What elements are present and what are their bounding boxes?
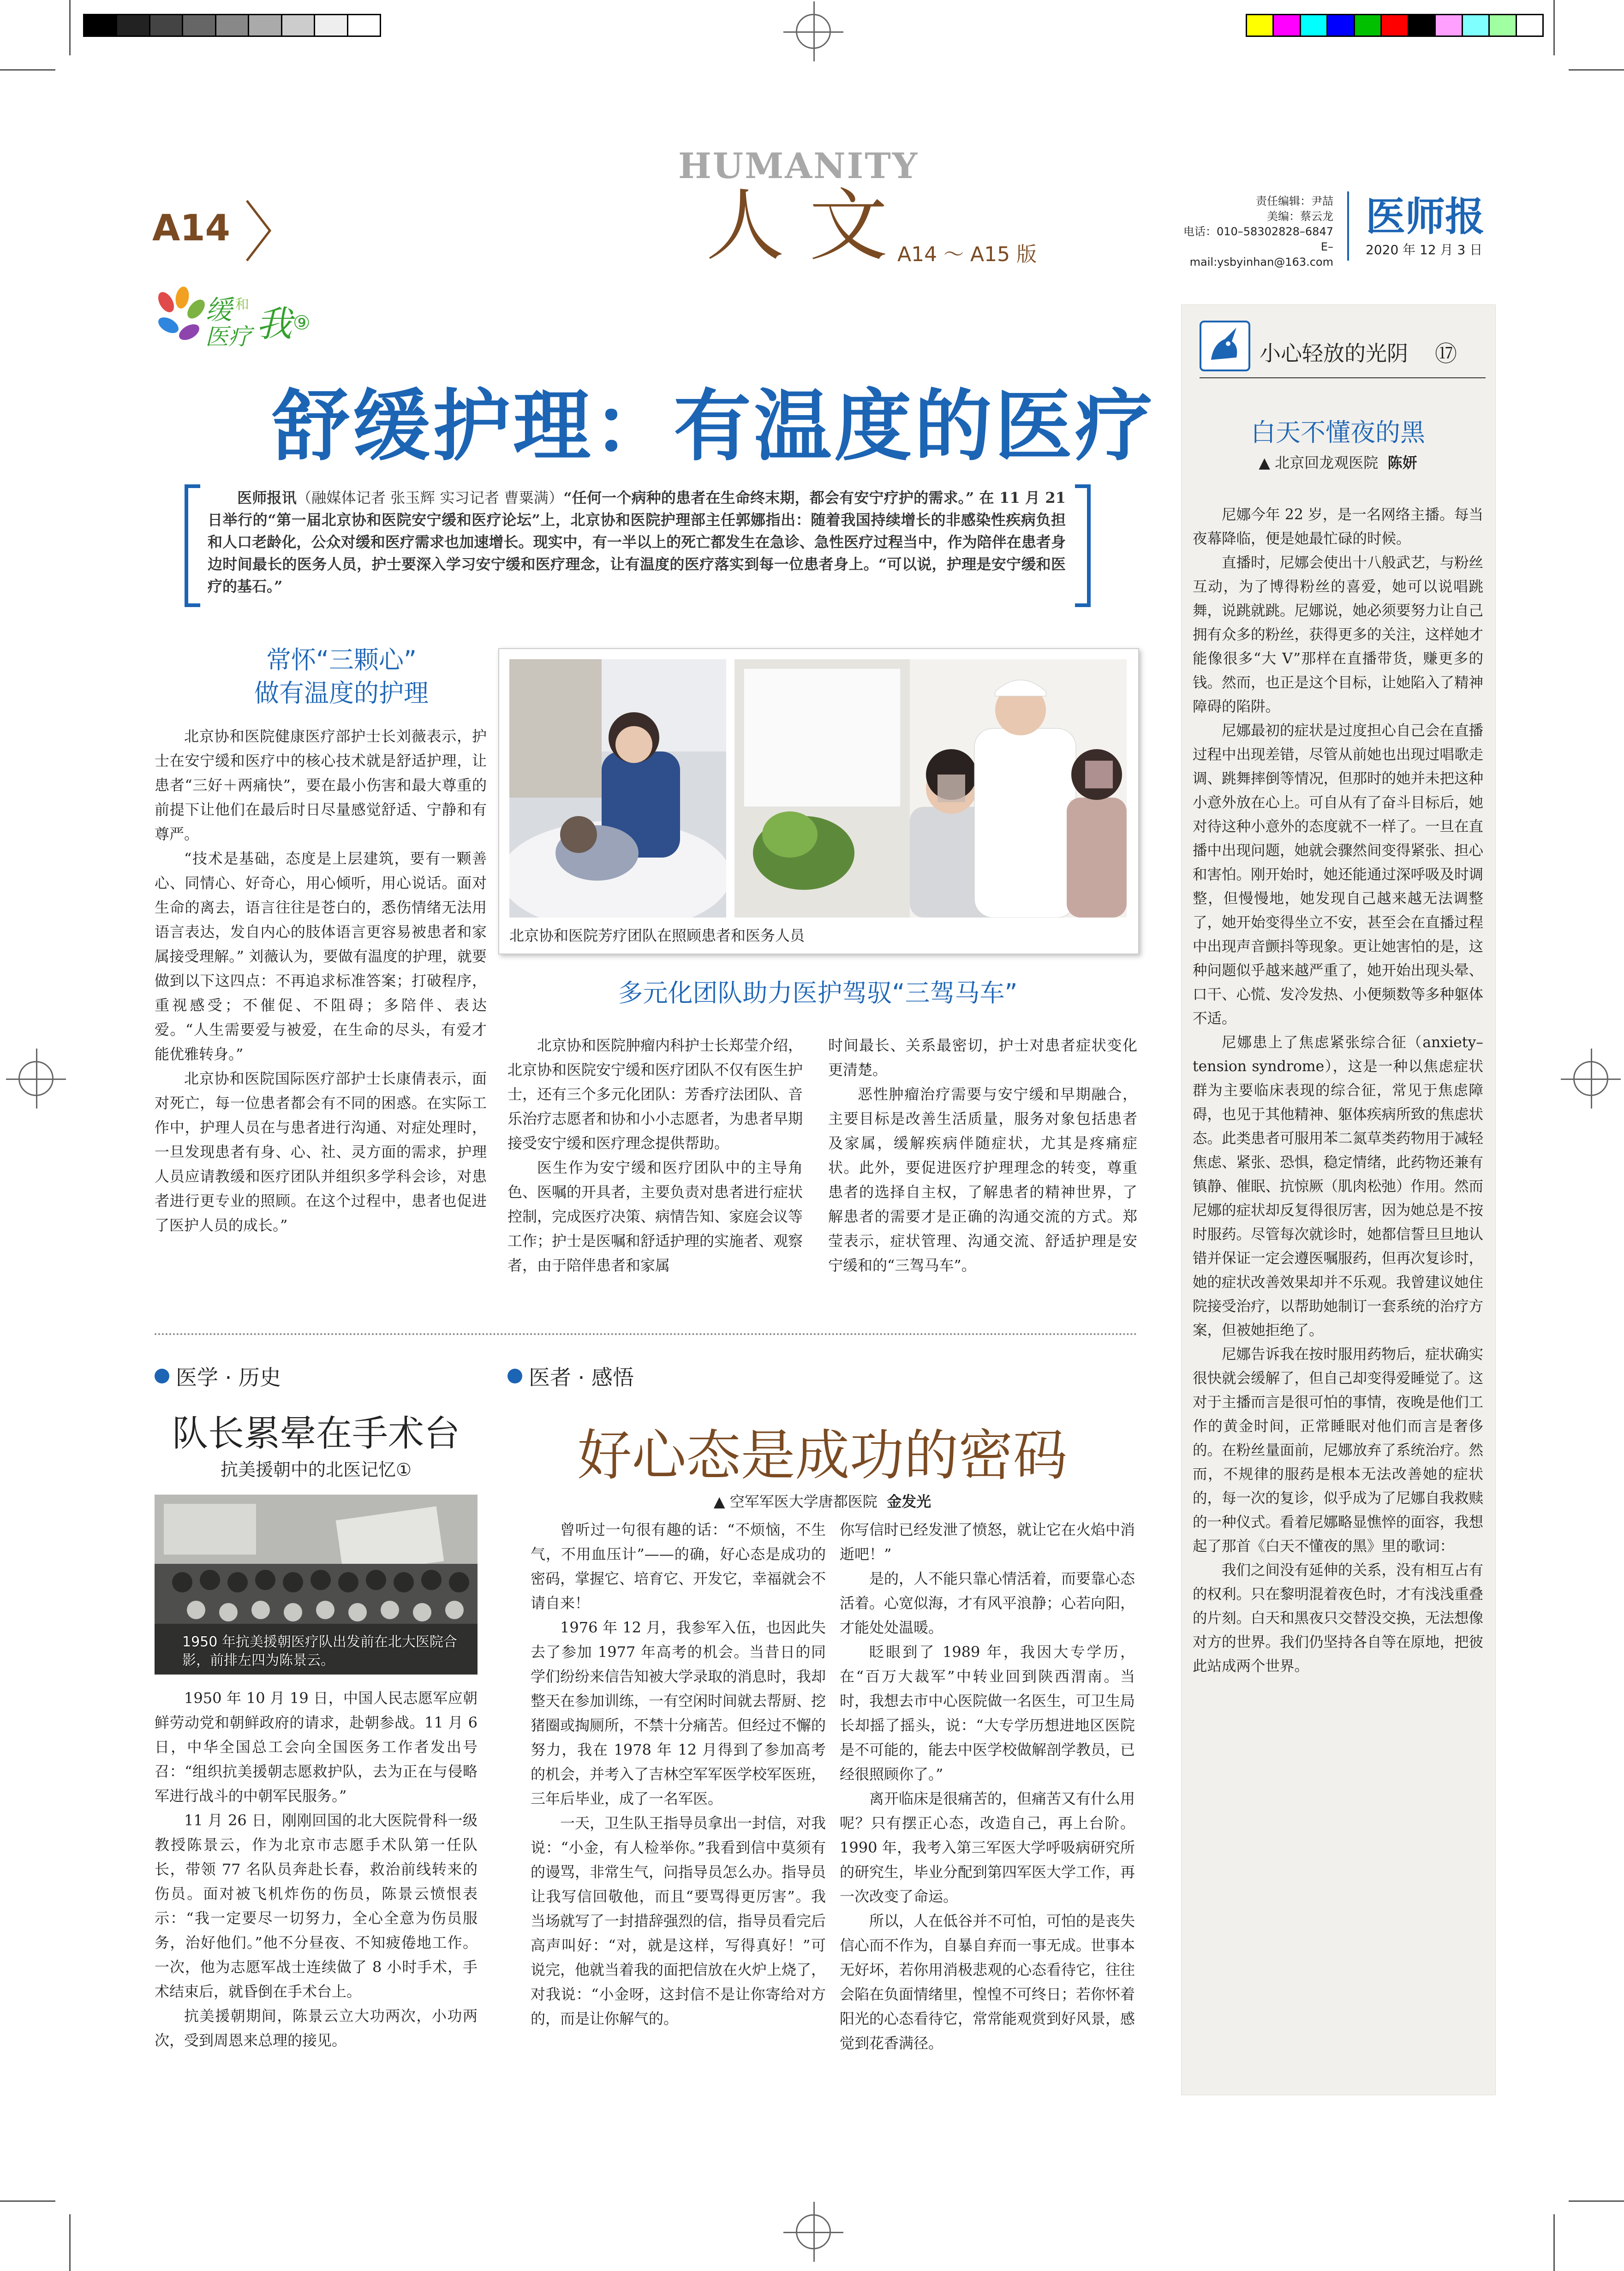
nursing-photo-frame bbox=[498, 648, 1139, 954]
publication-date: 2020 年 12 月 3 日 bbox=[1366, 242, 1483, 257]
reflection-column-1 bbox=[531, 1518, 826, 2031]
paragraph: “技术是基础，态度是上层建筑，要有一颗善心、同情心、好奇心，用心倾听，用心说话。面对生命的离去，语言往往是苍白的，悉伤情绪无法用语言表达，发自内心的肢体语言更容易被患者和家属接受理解。” 刘薇认为，要做有温度的护理，就要做到以下这四点：不再追求标准答案；打破程序，重视感受；不催促、不阻碍；多陪伴、表达爱。“人生需要爱与被爱，在生命的尽头，有爱才能优雅转身。” bbox=[155, 850, 487, 1063]
crop-mark bbox=[1569, 2200, 1624, 2202]
reflection-byline-author: 金发光 bbox=[887, 1493, 931, 1510]
history-title: 队长累晕在手术台 bbox=[172, 1413, 460, 1454]
sidebar-series-number: ⑰ bbox=[1435, 341, 1457, 367]
registration-mark-left bbox=[18, 1061, 54, 1096]
history-subtitle: 抗美援朝中的北医记忆① bbox=[220, 1460, 412, 1480]
editor-credit: 责任编辑：尹喆 bbox=[1256, 195, 1333, 208]
crop-mark bbox=[0, 69, 55, 71]
series-logo bbox=[152, 286, 346, 355]
masthead-divider bbox=[1347, 191, 1349, 261]
paragraph: 抗美援朝期间，陈景云立大功两次，小功两次，受到周恩来总理的接见。 bbox=[155, 2007, 478, 2049]
paragraph: 眨眼到了 1989 年，我因大专学历，在“百万大裁军”中转业回到陕西渭南。当时，我想去市中心医院做一名医生，可卫生局长却摇了摇头，说：“大专学历想进地区医院是不可能的，能去中医学校做解剖学教员，已经很照顾你了。” bbox=[840, 1643, 1135, 1783]
paragraph: 北京协和医院健康医疗部护士长刘薇表示，护士在安宁缓和医疗中的核心技术就是舒适护理，让患者“三好＋两痛快”，要在最小伤害和最大尊重的前提下让他们在最后时日尽量感觉舒适、宁静和有尊严。 bbox=[155, 727, 487, 843]
paragraph: 我们之间没有延伸的关系，没有相互占有的权利。只在黎明混着夜色时，才有浅浅重叠的片刻。白天和黑夜只交替没交换，无法想像对方的世界。我们仍坚持各自等在原地，把彼此站成两个世界。 bbox=[1193, 1562, 1484, 1675]
lead-bracket-left bbox=[185, 484, 200, 607]
reflection-title: 好心态是成功的密码 bbox=[577, 1424, 1068, 1487]
art-credit: 美编：蔡云龙 bbox=[1267, 210, 1333, 223]
reflection-section-label: 医者 · 感悟 bbox=[529, 1365, 634, 1390]
sidebar-byline-org: ▲ 北京回龙观医院 bbox=[1259, 454, 1379, 471]
paragraph: 恶性肿瘤治疗需要与安宁缓和早期融合，主要目标是改善生活质量，服务对象包括患者及家属，缓解疾病伴随症状，尤其是疼痛症状。此外，要促进医疗护理理念的转变，尊重患者的选择自主权，了解患者的精神世界，了解患者的需要才是正确的沟通交流的方式。郑莹表示，症状管理、沟通交流、舒适护理是安宁缓和的“三驾马车”。 bbox=[828, 1085, 1137, 1274]
registration-mark-bottom bbox=[796, 2214, 831, 2249]
color-swatch bbox=[1436, 15, 1463, 36]
email-credit: E–mail:ysbyinhan@163.com bbox=[1189, 240, 1333, 268]
paragraph: 11 月 26 日，刚刚回国的北大医院骨科一级教授陈景云，作为北京市志愿手术队第一任队长，带领 77 名队员奔赴长春，救治前线转来的伤员。面对被飞机炸伤的伤员，陈景云愤恨表示：“我一定要尽一切努力，全心全意为伤员服务，治好他们。”他不分昼夜、不知疲倦地工作。一次，他为志愿军战士连续做了 8 小时手术，手术结束后，就昏倒在手术台上。 bbox=[155, 1812, 478, 2000]
crop-mark bbox=[69, 0, 71, 55]
sidebar-series-underline bbox=[1200, 377, 1486, 378]
paragraph: 时间最长、关系最密切，护士对患者症状变化更清楚。 bbox=[828, 1037, 1137, 1079]
color-swatch bbox=[1328, 15, 1355, 36]
lead-paragraph bbox=[208, 487, 1066, 597]
subheading-three-hearts bbox=[194, 644, 489, 710]
nursing-photo-caption: 北京协和医院芳疗团队在照顾患者和医务人员 bbox=[509, 927, 805, 944]
subheading-multi-team: 多元化团队助力医护驾驭“三驾马车” bbox=[618, 978, 1018, 1007]
photo-aromatherapy-team bbox=[734, 659, 1127, 918]
grayscale-registration-bar bbox=[83, 14, 381, 37]
section-chinese-title: 人 文 bbox=[706, 180, 888, 272]
paragraph: 尼娜最初的症状是过度担心自己会在直播过程中出现差错，尽管从前她也出现过唱歌走调、跳舞摔倒等情况，但那时的她并未把这种小意外放在心上。可自从有了奋斗目标后，她对待这种小意外的态度就不一样了。一旦在直播中出现问题，她就会骤然间变得紧张、担心和害怕。刚开始时，她还能通过深呼吸及时调整，但慢慢地，她发现自己越来越无法调整了，她开始变得坐立不安，甚至会在直播过程中出现声音颤抖等现象。更让她害怕的是，这种问题似乎越来越严重了，她开始出现头晕、口干、心慌、发冷发热、小便频数等多种躯体不适。 bbox=[1193, 722, 1484, 1027]
series-number: ⑨ bbox=[293, 311, 310, 334]
main-article-column-3 bbox=[828, 1033, 1137, 1278]
history-section-head bbox=[155, 1361, 281, 1391]
history-photo-caption: 1950 年抗美援朝医疗队出发前在北大医院合影，前排左四为陈景云。 bbox=[182, 1634, 457, 1669]
subheading-three-hearts-line1: 常怀“三颗心” bbox=[266, 645, 417, 674]
series-logo-text-4: 我 bbox=[256, 304, 293, 345]
paragraph: 医生作为安宁缓和医疗团队中的主导角色、医嘱的开具者，主要负责对患者进行症状控制，完成医疗决策、病情告知、家庭会议等工作；护士是医嘱和舒适护理的实施者、观察者，由于陪伴患者和家属 bbox=[508, 1159, 803, 1274]
history-section-label: 医学 · 历史 bbox=[176, 1365, 281, 1390]
sidebar-series-label: 小心轻放的光阴 bbox=[1260, 341, 1408, 366]
registration-mark-top bbox=[796, 14, 831, 49]
lead-reporters: （融媒体记者 张玉辉 实习记者 曹粟满） bbox=[296, 489, 564, 507]
crop-mark bbox=[1569, 69, 1624, 71]
unicorn-icon bbox=[1200, 321, 1250, 371]
lead-text: “任何一个病种的患者在生命终末期，都会有安宁疗护的需求。” 在 11 月 21 日举行的“第一届北京协和医院安宁缓和医疗论坛”上，北京协和医院护理部主任郭娜指出：随着我国持续增长的非感染性疾病负担和人口老龄化，公众对缓和医疗需求也加速增长。现实中，有一半以上的死亡都发生在急诊、急性医疗过程当中，作为陪伴在患者身边时间最长的医务人员，护士要深入学习安宁缓和医疗理念，让有温度的医疗落实到每一位患者身上。“可以说，护理是安宁缓和医疗的基石。” bbox=[208, 489, 1066, 595]
sidebar-byline bbox=[1181, 451, 1495, 472]
color-swatch bbox=[1247, 15, 1274, 36]
paragraph: 尼娜今年 22 岁，是一名网络主播。每当夜幕降临，便是她最忙碌的时候。 bbox=[1193, 507, 1483, 547]
reflection-byline-org: ▲ 空军军医大学唐都医院 bbox=[713, 1493, 878, 1510]
lead-bracket-right bbox=[1075, 484, 1091, 607]
main-article-column-1 bbox=[155, 724, 487, 1238]
subheading-three-hearts-line2: 做有温度的护理 bbox=[254, 679, 429, 708]
paragraph: 直播时，尼娜会使出十八般武艺，与粉丝互动，为了博得粉丝的喜爱，她可以说唱跳舞，说跳就跳。尼娜说，她必须要努力让自己拥有众多的粉丝，获得更多的关注，这样她才能像很多“大 V”那样在直播带货，赚更多的钱。然而，也正是这个目标，让她陷入了精神障碍的陷阱。 bbox=[1193, 554, 1484, 715]
photo-nurse-caring-patient bbox=[509, 659, 726, 918]
history-photo bbox=[155, 1495, 478, 1675]
paragraph: 北京协和医院国际医疗部护士长康倩表示，面对死亡，每一位患者都会有不同的困惑。在实际工作中，护理人员在与患者进行沟通、对症处理时，一旦发现患者有身、心、社、灵方面的需求，护理人员应请教缓和医疗团队并组织多学科会诊，对患者进行更专业的照顾。在这个过程中，患者也促进了医护人员的成长。” bbox=[155, 1070, 487, 1234]
reflection-byline bbox=[508, 1490, 1137, 1511]
paragraph: 你写信时已经发泄了愤怒，就让它在火焰中消逝吧！” bbox=[840, 1521, 1135, 1563]
sidebar-article-title: 白天不懂夜的黑 bbox=[1251, 418, 1425, 447]
color-swatch bbox=[1490, 15, 1517, 36]
registration-mark-right bbox=[1573, 1061, 1608, 1096]
color-swatch bbox=[1382, 15, 1409, 36]
paper-name-logo: 医师报 bbox=[1366, 193, 1485, 240]
series-logo-text-3: 医疗 bbox=[205, 323, 251, 350]
phone-credit: 电话：010–58302828–6847 bbox=[1183, 225, 1333, 238]
reflection-section-head bbox=[508, 1361, 634, 1391]
sidebar-byline-author: 陈妍 bbox=[1387, 454, 1417, 471]
color-swatch bbox=[1517, 15, 1542, 36]
masthead-credits bbox=[1181, 194, 1333, 270]
sidebar-article-body bbox=[1193, 503, 1483, 1678]
paragraph: 北京协和医院肿瘤内科护士长郑莹介绍，北京协和医院安宁缓和医疗团队不仅有医生护士，还有三个多元化团队：芳香疗法团队、音乐治疗志愿者和协和小小志愿者，为患者早期接受安宁缓和医疗理念提供帮助。 bbox=[508, 1037, 803, 1152]
bullet-icon bbox=[155, 1369, 169, 1383]
color-swatch bbox=[1274, 15, 1301, 36]
series-logo-text-1: 缓 bbox=[205, 294, 233, 326]
leaf-logo-icon bbox=[152, 286, 208, 351]
lead-dateline: 医师报讯 bbox=[237, 489, 297, 507]
sidebar-series-head bbox=[1200, 318, 1486, 378]
crop-mark bbox=[0, 2200, 55, 2202]
section-divider bbox=[155, 1333, 1137, 1335]
color-swatch bbox=[1355, 15, 1382, 36]
series-logo-text-2: 和 bbox=[235, 297, 249, 313]
paragraph: 1976 年 12 月，我参军入伍，也因此失去了参加 1977 年高考的机会。当昔日的同学们纷纷来信告知被大学录取的消息时，我却整天在参加训练，一有空闲时间就去帮厨、挖猪圈或掏厕所，不禁十分痛苦。但经过不懈的努力，我在 1978 年 12 月得到了参加高考的机会，并考入了吉林空军军医学校军医班，三年后毕业，成了一名军医。 bbox=[531, 1619, 826, 1807]
section-english-title: HUMANITY bbox=[678, 145, 919, 186]
main-article-column-2 bbox=[508, 1033, 803, 1278]
color-swatch bbox=[1463, 15, 1490, 36]
paragraph: 1950 年 10 月 19 日，中国人民志愿军应朝鲜劳动党和朝鲜政府的请求，赴朝参战。11 月 6 日，中华全国总工会向全国医务工作者发出号召：“组织抗美援朝志愿救护队，去为正在与侵略军进行战斗的中朝军民服务。” bbox=[155, 1689, 478, 1805]
paragraph: 是的，人不能只靠心情活着，而要靠心态活着。心宽似海，才有风平浪静；心若向阳，才能处处温暖。 bbox=[840, 1570, 1135, 1636]
paragraph: 尼娜告诉我在按时服用药物后，症状确实很快就会缓解了，但自己却变得爱睡觉了。这对于主播而言是很可怕的事情，夜晚是他们工作的黄金时间，正常睡眠对他们而言是奢侈的。在粉丝量面前，尼娜放弃了系统治疗。然而，不规律的服药是根本无法改善她的症状的，每一次的复诊，似乎成为了尼娜自我救赎的一种仪式。看着尼娜略显憔悴的面容，我想起了那首《白天不懂夜的黑》里的歌词： bbox=[1193, 1346, 1484, 1555]
history-body bbox=[155, 1686, 478, 2053]
chevron-right-icon bbox=[242, 198, 275, 263]
color-swatch bbox=[1301, 15, 1328, 36]
page-range: A14 ～ A15 版 bbox=[897, 243, 1037, 266]
paragraph: 曾听过一句很有趣的话：“不烦恼，不生气，不用血压计”——的确，好心态是成功的密码，掌握它、培育它、开发它，幸福就会不请自来！ bbox=[531, 1521, 826, 1612]
page-label: A14 bbox=[152, 208, 230, 249]
paragraph: 尼娜患上了焦虑紧张综合征（anxiety–tension syndrome），这是一种以焦虑症状群为主要临床表现的综合征，常见于焦虑障碍，也见于其他精神、躯体疾病所致的焦虑状态。此类患者可服用苯二氮草类药物用于减轻焦虑、紧张、恐惧，稳定情绪，此药物还兼有镇静、催眠、抗惊厥（肌肉松弛）作用。然而尼娜的症状却反复得很厉害，因为她总是不按时服药。尽管每次就诊时，她都信誓旦旦地认错并保证一定会遵医嘱服药，但再次复诊时，她的症状改善效果却并不乐观。我曾建议她住院接受治疗，以帮助她制订一套系统的治疗方案，但被她拒绝了。 bbox=[1193, 1034, 1484, 1339]
bullet-icon bbox=[508, 1369, 522, 1383]
crop-mark bbox=[1553, 0, 1555, 55]
color-registration-bar bbox=[1246, 14, 1544, 37]
paragraph: 所以，人在低谷并不可怕，可怕的是丧失信心而不作为，自暴自弃而一事无成。世事本无好坏，若你用消极悲观的心态看待它，往往会陷在负面情绪里，惶惶不可终日；若你怀着阳光的心态看待它，常常能观赏到好风景，感觉到花香满径。 bbox=[840, 1912, 1135, 2052]
paragraph: 一天，卫生队王指导员拿出一封信，对我说：“小金，有人检举你。”我看到信中莫须有的谩骂，非常生气，问指导员怎么办。指导员让我写信回敬他，而且“要骂得更厉害”。我当场就写了一封措辞强烈的信，指导员看完后高声叫好：“对，就是这样，写得真好！”可说完，他就当着我的面把信放在火炉上烧了，对我说：“小金呀，这封信不是让你寄给对方的，而是让你解气的。 bbox=[531, 1814, 826, 2027]
reflection-column-2 bbox=[840, 1518, 1135, 2056]
crop-mark bbox=[69, 2214, 71, 2271]
crop-mark bbox=[1553, 2214, 1555, 2271]
paragraph: 离开临床是很痛苦的，但痛苦又有什么用呢？只有摆正心态，改造自己，再上台阶。1990 年，我考入第三军医大学呼吸病研究所的研究生，毕业分配到第四军医大学工作，再一次改变了命运。 bbox=[840, 1790, 1135, 1905]
main-article-title: 舒缓护理：有温度的医疗 bbox=[272, 381, 1155, 471]
color-swatch bbox=[1409, 15, 1436, 36]
